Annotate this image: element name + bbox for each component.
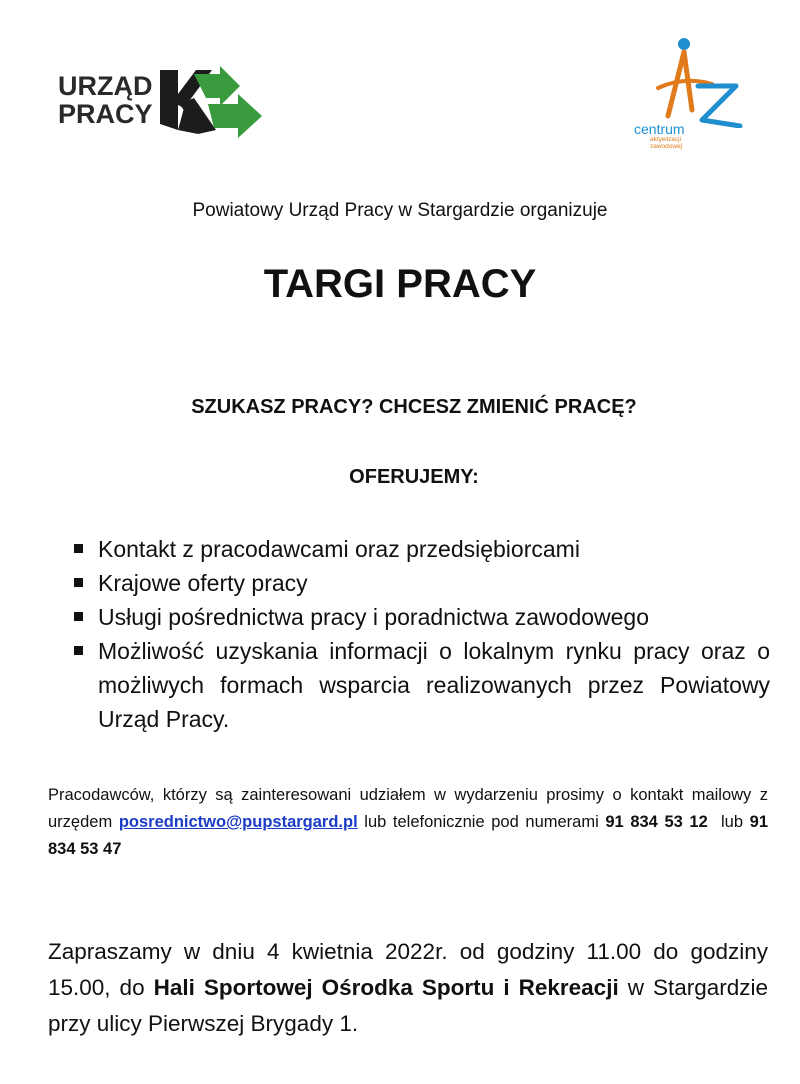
list-item bbox=[72, 566, 772, 600]
phone-number: 91 834 53 12 bbox=[605, 813, 708, 831]
logo-brand-word: centrum bbox=[634, 121, 685, 137]
contact-text: lub telefonicznie pod numerami bbox=[357, 813, 606, 831]
contact-text: lub bbox=[707, 813, 750, 831]
invite-text: Zapraszamy w dniu 4 kwietnia 2022r. od godziny 11.00 do godziny 15.00, do bbox=[48, 939, 768, 1000]
page-title: TARGI PRACY bbox=[263, 262, 537, 306]
centrum-az-logo bbox=[628, 36, 752, 156]
invite-text: w Stargardzie przy ulicy Pierwszej Brygady 1. bbox=[48, 975, 769, 1036]
az-mark-icon bbox=[628, 36, 752, 128]
offer-text: Kontakt z pracodawcami oraz przedsiębiorcami bbox=[98, 536, 580, 562]
logo-line-1: URZĄD bbox=[58, 71, 153, 101]
contact-paragraph bbox=[48, 782, 768, 863]
square-bullet-icon bbox=[74, 646, 83, 655]
contact-text: Pracodawców, którzy są zainteresowani udziałem w wydarzeniu prosimy o kontakt mailowy z urzędem bbox=[48, 786, 768, 831]
email-link[interactable]: posrednictwo@pupstargard.pl bbox=[118, 813, 358, 831]
logo-wordmark bbox=[58, 72, 153, 128]
offer-text: Krajowe oferty pracy bbox=[98, 570, 308, 596]
list-item bbox=[72, 532, 772, 566]
arrow-logo-icon bbox=[154, 64, 266, 144]
venue-name: Hali Sportowej Ośrodka Sportu i Rekreacji bbox=[153, 975, 619, 1000]
logo-line-2: PRACY bbox=[58, 99, 153, 129]
offer-list bbox=[72, 532, 772, 736]
square-bullet-icon bbox=[74, 612, 83, 621]
question-heading: SZUKASZ PRACY? CHCESZ ZMIENIĆ PRACĘ? bbox=[191, 396, 637, 418]
logo-brand-sub bbox=[650, 136, 710, 150]
logo-sub-line-1: aktywizacji bbox=[650, 136, 682, 143]
logo-sub-line-2: zawodowej bbox=[650, 143, 683, 150]
organizer-line: Powiatowy Urząd Pracy w Stargardzie organizuje bbox=[192, 200, 608, 221]
square-bullet-icon bbox=[74, 578, 83, 587]
phone-number: 91 834 53 47 bbox=[48, 813, 768, 858]
list-item bbox=[72, 600, 772, 634]
offer-text: Usługi pośrednictwa pracy i poradnictwa zawodowego bbox=[98, 604, 650, 630]
invitation-paragraph bbox=[48, 934, 768, 1042]
offer-text: Możliwość uzyskania informacji o lokalnym rynku pracy oraz o możliwych formach wsparcia realizowanych przez Powiatowy Urząd Pracy. bbox=[98, 638, 770, 732]
square-bullet-icon bbox=[74, 544, 83, 553]
list-item bbox=[72, 634, 770, 736]
urzad-pracy-logo bbox=[58, 64, 268, 144]
offer-heading: OFERUJEMY: bbox=[349, 466, 479, 488]
